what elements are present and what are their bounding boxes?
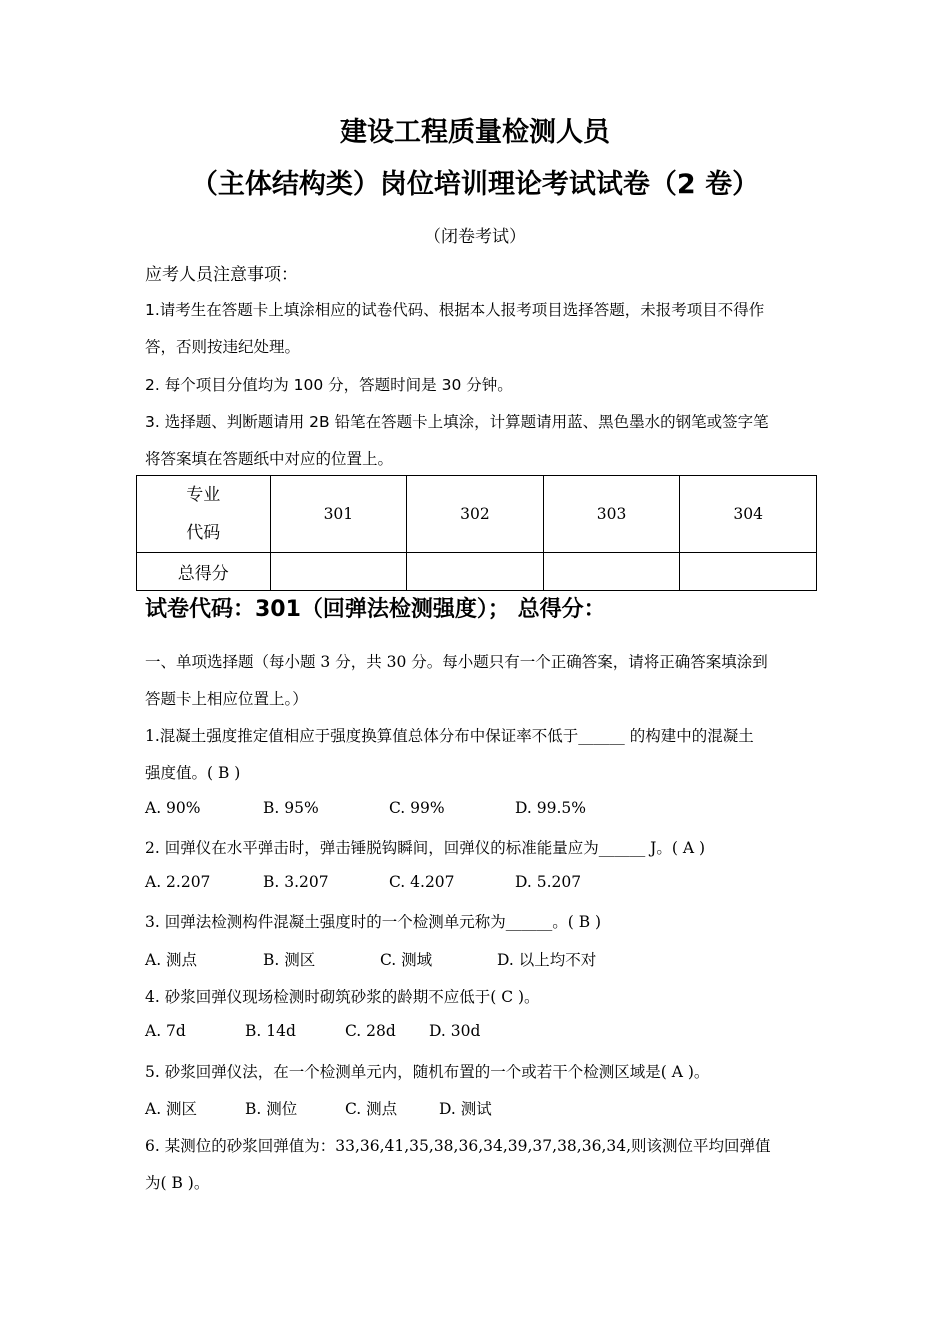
code-cell: 302 bbox=[407, 476, 544, 553]
option-a[interactable]: A. 90% bbox=[145, 799, 201, 817]
question-1-stem-line-2: 强度值。( B ) bbox=[145, 764, 241, 782]
major-code-label-cell bbox=[137, 476, 271, 553]
option-b[interactable]: B. 95% bbox=[263, 799, 319, 817]
score-table-row-codes bbox=[137, 476, 817, 553]
question-5-options bbox=[145, 1097, 815, 1119]
option-d[interactable]: D. 测试 bbox=[439, 1100, 492, 1118]
section-1-title-line-1: 一、单项选择题（每小题 3 分，共 30 分。每小题只有一个正确答案，请将正确答案填涂到 bbox=[145, 653, 768, 671]
option-a[interactable]: A. 测区 bbox=[145, 1100, 198, 1118]
option-b[interactable]: B. 3.207 bbox=[263, 873, 329, 891]
option-d[interactable]: D. 以上均不对 bbox=[497, 951, 597, 969]
option-b[interactable]: B. 测位 bbox=[245, 1100, 298, 1118]
total-score-label-cell: 总得分 bbox=[137, 553, 271, 591]
question-3-stem: 3. 回弹法检测构件混凝土强度时的一个检测单元称为______。( B ) bbox=[145, 913, 602, 931]
score-table bbox=[136, 475, 817, 591]
score-input-cell[interactable] bbox=[543, 553, 680, 591]
question-1-options bbox=[145, 799, 815, 817]
option-a[interactable]: A. 测点 bbox=[145, 951, 198, 969]
option-a[interactable]: A. 2.207 bbox=[145, 873, 211, 891]
code-cell: 304 bbox=[680, 476, 817, 553]
question-2-stem: 2. 回弹仪在水平弹击时，弹击锤脱钩瞬间，回弹仪的标准能量应为______ J。( A ) bbox=[145, 839, 706, 857]
option-d[interactable]: D. 5.207 bbox=[515, 873, 582, 891]
paper-code-heading: 试卷代码：301（回弹法检测强度）； 总得分： bbox=[145, 597, 606, 622]
notice-item-3-line-1: 3. 选择题、判断题请用 2B 铅笔在答题卡上填涂，计算题请用蓝、黑色墨水的钢笔或签字笔 bbox=[145, 413, 769, 431]
option-c[interactable]: C. 4.207 bbox=[389, 873, 455, 891]
option-a[interactable]: A. 7d bbox=[145, 1022, 186, 1040]
option-b[interactable]: B. 测区 bbox=[263, 951, 316, 969]
option-c[interactable]: C. 测域 bbox=[380, 951, 433, 969]
question-6-stem-line-1: 6. 某测位的砂浆回弹值为：33,36,41,35,38,36,34,39,37,38,36,34,则该测位平均回弹值 bbox=[145, 1137, 771, 1155]
score-input-cell[interactable] bbox=[407, 553, 544, 591]
exam-title-line2: （主体结构类）岗位培训理论考试试卷（2 卷） bbox=[190, 169, 760, 200]
option-c[interactable]: C. 28d bbox=[345, 1022, 396, 1040]
option-d[interactable]: D. 99.5% bbox=[515, 799, 586, 817]
exam-subtitle: （闭卷考试） bbox=[424, 227, 526, 247]
major-code-label-line2: 代码 bbox=[186, 523, 221, 543]
notice-item-1-line-1: 1.请考生在答题卡上填涂相应的试卷代码、根据本人报考项目选择答题，未报考项目不得作 bbox=[145, 301, 765, 319]
major-code-label-line1: 专业 bbox=[186, 485, 221, 505]
notice-item-2: 2. 每个项目分值均为 100 分，答题时间是 30 分钟。 bbox=[145, 376, 513, 394]
notice-item-1-line-2: 答，否则按违纪处理。 bbox=[145, 338, 301, 356]
question-1-stem-line-1: 1.混凝土强度推定值相应于强度换算值总体分布中保证率不低于______ 的构建中的混凝土 bbox=[145, 727, 754, 745]
question-4-options bbox=[145, 1022, 815, 1040]
code-cell: 301 bbox=[270, 476, 407, 553]
question-3-options bbox=[145, 948, 815, 970]
exam-title-line1: 建设工程质量检测人员 bbox=[340, 117, 610, 148]
option-d[interactable]: D. 30d bbox=[429, 1022, 481, 1040]
option-c[interactable]: C. 99% bbox=[389, 799, 445, 817]
option-b[interactable]: B. 14d bbox=[245, 1022, 296, 1040]
notice-item-3-line-2: 将答案填在答题纸中对应的位置上。 bbox=[145, 450, 394, 468]
question-6-stem-line-2: 为( B )。 bbox=[145, 1174, 210, 1192]
score-table-row-total bbox=[137, 553, 817, 591]
option-c[interactable]: C. 测点 bbox=[345, 1100, 398, 1118]
section-1-title-line-2: 答题卡上相应位置上。） bbox=[145, 690, 308, 708]
question-4-stem: 4. 砂浆回弹仪现场检测时砌筑砂浆的龄期不应低于( C )。 bbox=[145, 988, 540, 1006]
notice-heading: 应考人员注意事项： bbox=[145, 265, 298, 285]
score-input-cell[interactable] bbox=[680, 553, 817, 591]
question-5-stem: 5. 砂浆回弹仪法，在一个检测单元内，随机布置的一个或若干个检测区域是( A )。 bbox=[145, 1063, 710, 1081]
question-2-options bbox=[145, 873, 815, 891]
score-input-cell[interactable] bbox=[270, 553, 407, 591]
code-cell: 303 bbox=[543, 476, 680, 553]
